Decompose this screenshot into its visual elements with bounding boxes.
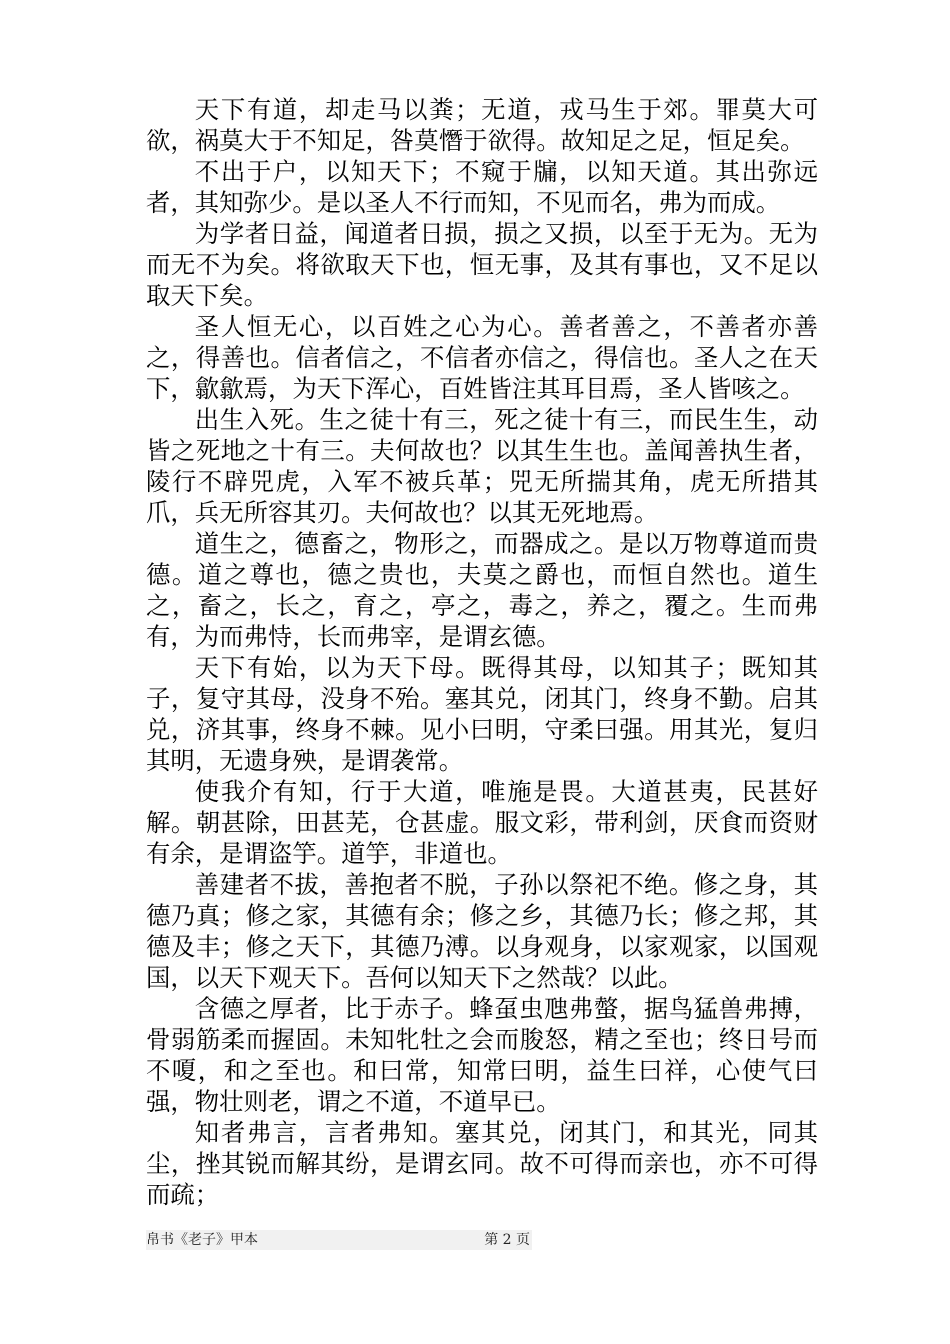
paragraph-9: 善建者不拔，善抱者不脱，子孙以祭祀不绝。修之身，其德乃真；修之家，其德有余；修之乡，其德乃长；修之邦，其德及丰；修之天下，其德乃溥。以身观身，以家观家，以国观国，以天下观天下。吾何以知天下之然哉？以此。	[146, 870, 818, 992]
page-footer	[146, 1230, 532, 1250]
paragraph-3: 为学者日益，闻道者日损，损之又损，以至于无为。无为而无不为矣。将欲取天下也，恒无事，及其有事也，又不足以取天下矣。	[146, 219, 818, 310]
paragraph-2: 不出于户，以知天下；不窥于牖，以知天道。其出弥远者，其知弥少。是以圣人不行而知，不见而名，弗为而成。	[146, 157, 818, 217]
page-number: 第 2 页	[484, 1232, 530, 1248]
paragraph-11: 知者弗言，言者弗知。塞其兑，闭其门，和其光，同其尘，挫其锐而解其纷，是谓玄同。故不可得而亲也，亦不可得而疏；	[146, 1118, 818, 1209]
paragraph-1: 天下有道，却走马以粪；无道，戎马生于郊。罪莫大可欲，祸莫大于不知足，咎莫憯于欲得。故知足之足，恒足矣。	[146, 95, 818, 155]
paragraph-4: 圣人恒无心，以百姓之心为心。善者善之，不善者亦善之，得善也。信者信之，不信者亦信之，得信也。圣人之在天下，歙歙焉，为天下浑心，百姓皆注其耳目焉，圣人皆咳之。	[146, 312, 818, 403]
text-body	[146, 94, 818, 1210]
paragraph-7: 天下有始，以为天下母。既得其母，以知其子；既知其子，复守其母，没身不殆。塞其兑，闭其门，终身不勤。启其兑，济其事，终身不棘。见小曰明，守柔曰强。用其光，复归其明，无遗身殃，是谓袭常。	[146, 653, 818, 775]
paragraph-10: 含德之厚者，比于赤子。蜂虿虫虺弗螫，据鸟猛兽弗搏，骨弱筋柔而握固。未知牝牡之会而朘怒，精之至也；终日号而不嗄，和之至也。和曰常，知常曰明，益生曰祥，心使气曰强，物壮则老，谓之不道，不道早已。	[146, 994, 818, 1116]
paragraph-8: 使我介有知，行于大道，唯施是畏。大道甚夷，民甚好解。朝甚除，田甚芜，仓甚虚。服文彩，带利剑，厌食而资财有余，是谓盗竽。道竽，非道也。	[146, 777, 818, 868]
paragraph-5: 出生入死。生之徒十有三，死之徒十有三，而民生生，动皆之死地之十有三。夫何故也？以其生生也。盖闻善执生者，陵行不辟兕虎，入军不被兵革；兕无所揣其角，虎无所措其爪，兵无所容其刃。夫何故也？以其无死地焉。	[146, 405, 818, 527]
paragraph-6: 道生之，德畜之，物形之，而器成之。是以万物尊道而贵德。道之尊也，德之贵也，夫莫之爵也，而恒自然也。道生之，畜之，长之，育之，亭之，毒之，养之，覆之。生而弗有，为而弗恃，长而弗宰，是谓玄德。	[146, 529, 818, 651]
footer-title: 帛书《老子》甲本	[146, 1232, 258, 1248]
